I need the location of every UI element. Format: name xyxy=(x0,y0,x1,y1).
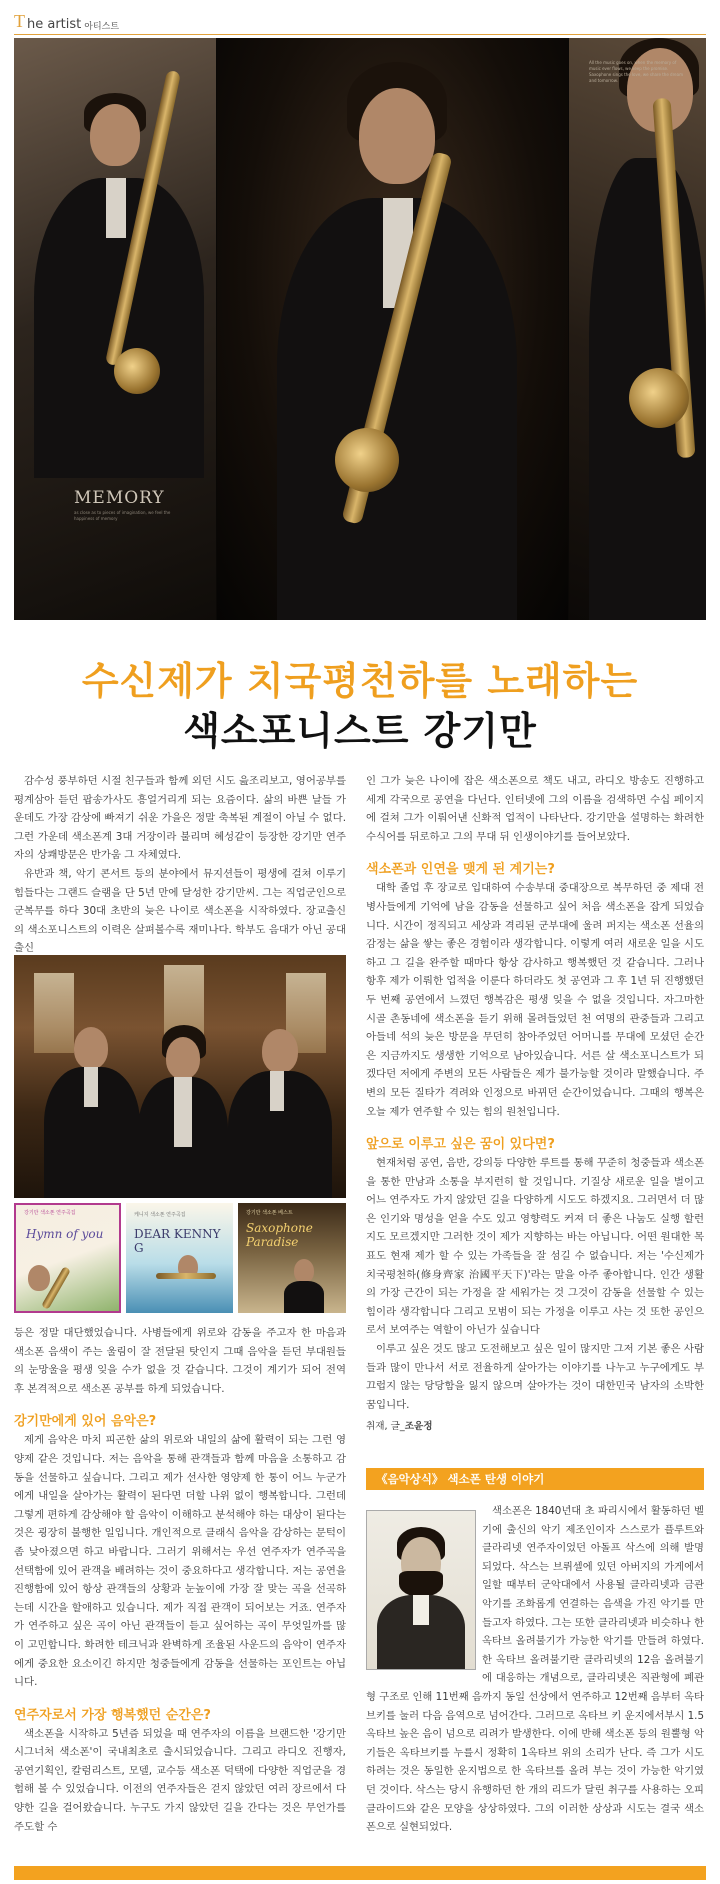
intro-paragraph-1: 감수성 풍부하던 시절 친구들과 함께 외던 시도 읊조리보고, 영어공부를 평계삼아 듣던 팝송가사도 흥얼거리게 되는 요즘이다. 삶의 바쁜 날들 가운데도 가장 감상에 빠져기 쉬운 가을은 정말 축복된 계절이 아닐 수 없다. 그런 가운데 색소폰계 3대 거장이라 불리며 혜성같이 등장한 강기만 연주자의 상쾌방문은 반가움 그 자체였다. xyxy=(14,775,346,862)
right-paragraph-2: 현재처럼 공연, 음반, 강의등 다양한 루트를 통해 꾸준히 청중들과 색소폰을 통한 만남과 소통을 부지런히 할 것입니다. 기질상 새로운 일을 벌이고 어느 연주자도 가지 않았던 길을 다양하게 시도도 하겠지요. 그러면서 더 많은 인기와 명성을 얻을 수도 있고 영향력도 커져 더 좋은 나눔도 실행 할런지도 모르겠지만 그러한 것이 제가 지향하는 바는 아닙니다. 어떤 원대한 목표도 현재 제가 할 수 있는 가족들을 잘 섬길 수 없습니다. 저는 '수신제가 치국평천하(修身齊家 治國平天下)'라는 말을 아주 좋아합니다. 인간 생활의 가장 근간이 되는 가정을 잘 세워가는 것 그것이 감동을 선물할 수 있는 힘이라 생각합니다 그리고 모범이 되는 가정을 이루고 사는 것 또한 공인으로서 보여주는 역할이 아닌가 싶습니다 xyxy=(366,1157,704,1337)
header-rule xyxy=(14,34,706,35)
group-photo xyxy=(14,955,346,1198)
header-korean: 아티스트 xyxy=(84,22,120,32)
album-cover-2 xyxy=(126,1203,233,1313)
box-text-wrap xyxy=(366,1502,704,1837)
header-artist: he artist xyxy=(27,17,82,32)
photo-right xyxy=(569,38,706,620)
left-paragraph-1: 제게 음악은 마치 피곤한 삶의 위로와 내일의 삶에 활력이 되는 그런 영양제 같은 것입니다. 저는 음악을 통해 관객들과 함께 마음을 소통하고 감동을 선물하고 싶습니다. 그리고 제가 선사한 영양제 한 통이 어느 누군가에게 내일을 살아가는 활력이 된다면 더할 나위 없이 행복합니다. 그런데 그렇게 편하게 감상해야 할 음악이 이해하고 분석해야 하는 대상이 된다는 것은 굉장히 불행한 일입니다. 개인적으로 클래식 음악을 감상하는 문턱이 좀 낮아졌으면 하고 바랍니다. 그러기 위해서는 우선 연주자가 연주곡을 선택함에 있어 관객을 배려하는 것이 중요하다고 생각합니다. 저는 공연을 진행함에 있어 항상 관객들의 상황과 눈높이에 가장 잘 맞는 곡을 선곡하는데 시간을 할애하고 있습니다. 제가 직접 관객이 되어보는 거죠. 연주자가 연주하고 싶은 곡이 아닌 관객들이 듣고 싶어하는 곡이 무엇일까를 많이 고민합니다. 화려한 테크닉과 완벽하게 조율된 사운드의 음악이 연주자에게 중요한 요소이긴 하지만 청중들에게 감동을 선물하는 포인트는 아닙니다. xyxy=(14,1434,346,1689)
album-cover-1 xyxy=(14,1203,121,1313)
album-1-sub: 강기만 색소폰 연주곡집 xyxy=(24,1210,76,1216)
left-body xyxy=(14,1324,346,1836)
credit-label: 취재, 글_ xyxy=(366,1421,405,1433)
album-3-sub: 강기만 색소폰 베스트 xyxy=(246,1210,293,1216)
memory-caption: MEMORY xyxy=(74,488,165,508)
photo-center xyxy=(217,38,568,620)
album-1-title: Hymn of you xyxy=(26,1227,104,1241)
sidebar-box-title xyxy=(366,1468,704,1490)
left-paragraph-2: 색소폰을 시작하고 5년즘 되었을 때 연주자의 이름을 브랜드한 '강기만 시그너처 색소폰'이 국내최초로 출시되었습니다. 그리고 라디오 진행자, 공연기획인, 칼럼리스트, 모델, 교수등 색소폰 덕택에 다양한 직업군을 경험해 볼 수 있었습니다. 이전의 연주자들은 걷지 않았던 여러 장르에서 다양한 길을 걸어왔습니다. 누구도 가지 않았던 길을 간다는 것은 무언가를 주도할 수 xyxy=(14,1727,346,1833)
right-paragraph-0: 인 그가 늦은 나이에 잡은 색소폰으로 책도 내고, 라디오 방송도 진행하고 세계 각국으로 공연을 다닌다. 인터넷에 그의 이름을 검색하면 수십 페이지에 걸쳐 그가 이뤄어낸 신화적 업적이 나타난다. 강기만을 설명하는 화려한 수식어를 뒤로하고 그의 무대 뒤 인생이야기를 들어보았다. xyxy=(366,775,704,843)
memory-subcaption: as close as to pieces of imagination, we feel the happiness of memory xyxy=(74,510,171,521)
section-header xyxy=(14,10,119,32)
right-paragraph-1: 대학 졸업 후 장교로 입대하여 수송부대 중대장으로 복무하던 중 제대 전 병사들에게 기억에 남을 감동을 선물하고 싶어 처음 색소폰을 잡게 되었습니다. 시간이 정직되고 세상과 격리된 군부대에 울려 퍼지는 색소폰 선율의 감정는 삶을 쌓는 좋은 경험이라 생각합니다. 이렇게 여러 새로운 일을 시도하고 그 길을 완주할 때마다 항상 감사하고 행복했던 것 같습니다. 그러나 항후 제가 이뤄한 업적을 이룬다 하더라도 첫 공연과 그 후 1년 뒤 진행했던 두 번째 공연에서 느꼈던 행복감은 평생 잊을 수 없을 것입니다. 자그마한 시골 촌동네에 색소폰을 듣기 위해 몰려들었던 천 여명의 관중들과 그리고 아들네 석의 늦은 방문을 무던히 참아주었던 어머니를 무대에 모셨던 순간은 지금까지도 생생한 기억으로 남아있습니다. 서른 살 색소포니스트가 되겠다던 저에게 주변의 모든 사람들은 제가 불가능할 것이라 말했습니다. 주변의 모든 질타가 격려와 인정으로 바뀌던 순간이었습니다. 그때의 행복은 오늘 제가 연주할 수 있는 힘의 원천입니다. xyxy=(366,882,704,1118)
right-heading-2: 앞으로 이루고 싶은 꿈이 있다면? xyxy=(366,1137,555,1153)
box-text: 색소폰은 1840년대 초 파리시에서 활동하던 벨기에 출신의 악기 제조인이자 스스로가 플루트와 클라리넷 연주자이었던 아돌프 삭스에 의해 발명되었다. 삭스는 브뤼셀에 있던 아버지의 가게에서 일할 때부터 군악대에서 사용될 클라리넷과 금관 악기를 조화롭게 연결하는 음색을 가진 악기를 만들고자 하였다. 그는 또한 클라리넷과 비슷하나 한 옥타브 올려불기가 가능한 악기를 만들려 하였다. 한 옥타브 올려불기란 클라리넷의 12음 올려불기에 대응하는 개념으로, 클라리넷은 직관형에 폐관형 구조로 인해 11번째 음까지 동일 선상에서 연주하고 12번째 음부터 옥타브키를 눌러 다음 음역으로 넘어간다. 그러므로 옥타브 키 운지에서부시 1.5옥타브 높은 음이 넘으로 리려가 발생한다. 이에 반해 색소폰 등의 원뿔형 악기들은 옥타브키를 누를시 정확히 1옥타브 위의 소리가 난다. 즉 그가 시도하려는 것은 동일한 운지법으로 한 옥타브를 올려 부는 것이 가능한 악기였던 것이다. 삭스는 당시 유행하던 한 개의 리드가 달린 취구를 사용하는 오피클라이드와 같은 모양을 상상하였다. 그의 이러한 상상과 시도는 결국 색소폰으로 실현되었다. xyxy=(366,1505,704,1834)
credit xyxy=(366,1418,704,1432)
album-2-title: DEAR KENNY G xyxy=(134,1227,221,1255)
intro-paragraph-2: 유반과 책, 악기 콘서트 등의 분야에서 뮤지션들이 평생에 걸쳐 이루기 힘들다는 그랜드 슬램을 단 5년 만에 달성한 강기만씨. 그는 직업군인으로 군복무를 하다 30대 초반의 늦은 나이로 색소폰을 시작하였다. 장교출신의 색소포니스트의 이력은 살펴볼수록 재미나다. 학부도 음대가 아닌 공대출신 xyxy=(14,867,346,955)
left-intro xyxy=(14,772,346,958)
photo-memory xyxy=(14,38,216,620)
left-heading-1: 강기만에게 있어 음악은? xyxy=(14,1414,157,1430)
right-paragraph-3: 이루고 싶은 것도 많고 도전해보고 싶은 일이 많지만 그저 기본 좋은 사람들과 많이 만나서 서로 전율하게 살아가는 이야기를 나누고 누구에게도 부끄럽지 않는 당당함을 잃지 않으며 살아가는 것이 대한민국 남자의 소박한 꿈입니다. xyxy=(366,1343,704,1411)
album-3-title: Saxophone Paradise xyxy=(246,1221,313,1249)
left-heading-2: 연주자로서 가장 행복했던 순간은? xyxy=(14,1707,211,1723)
album-cover-3 xyxy=(238,1203,346,1313)
right-body xyxy=(366,772,704,1432)
header-initial: T xyxy=(14,11,25,31)
credit-name: 조윤정 xyxy=(404,1421,433,1433)
footer-bar xyxy=(14,1866,706,1880)
title-line2: 색소포니스트 강기만 xyxy=(183,709,537,753)
album-2-sub: 케니지 색소폰 연주곡집 xyxy=(134,1212,186,1218)
title-line1: 수신제가 치국평천하를 노래하는 xyxy=(81,659,639,703)
box-title-text: 《음악상식》 색소폰 탄생 이야기 xyxy=(376,1472,545,1486)
photo-right-text: All the music goes on, when the memory of music ever flows, we keep the promise. Saxophone sings the love, we share the dream and tomorrow. xyxy=(589,60,683,83)
right-heading-1: 색소폰과 인연을 맺게 된 계기는? xyxy=(366,862,555,878)
hero-photo-strip xyxy=(14,38,706,620)
left-after-photo: 등은 정말 대단했었습니다. 사병들에게 위로와 감동을 주고자 한 마음과 색소폰 음색이 주는 울림이 잘 전달된 탓인지 그때 음악을 듣던 부대원들의 눈망울을 평생 잊을 수가 없을 것 같습니다. 그것이 계기가 되어 전역 후 본격적으로 색소폰 공부를 하게 되었습니다. xyxy=(14,1327,346,1395)
